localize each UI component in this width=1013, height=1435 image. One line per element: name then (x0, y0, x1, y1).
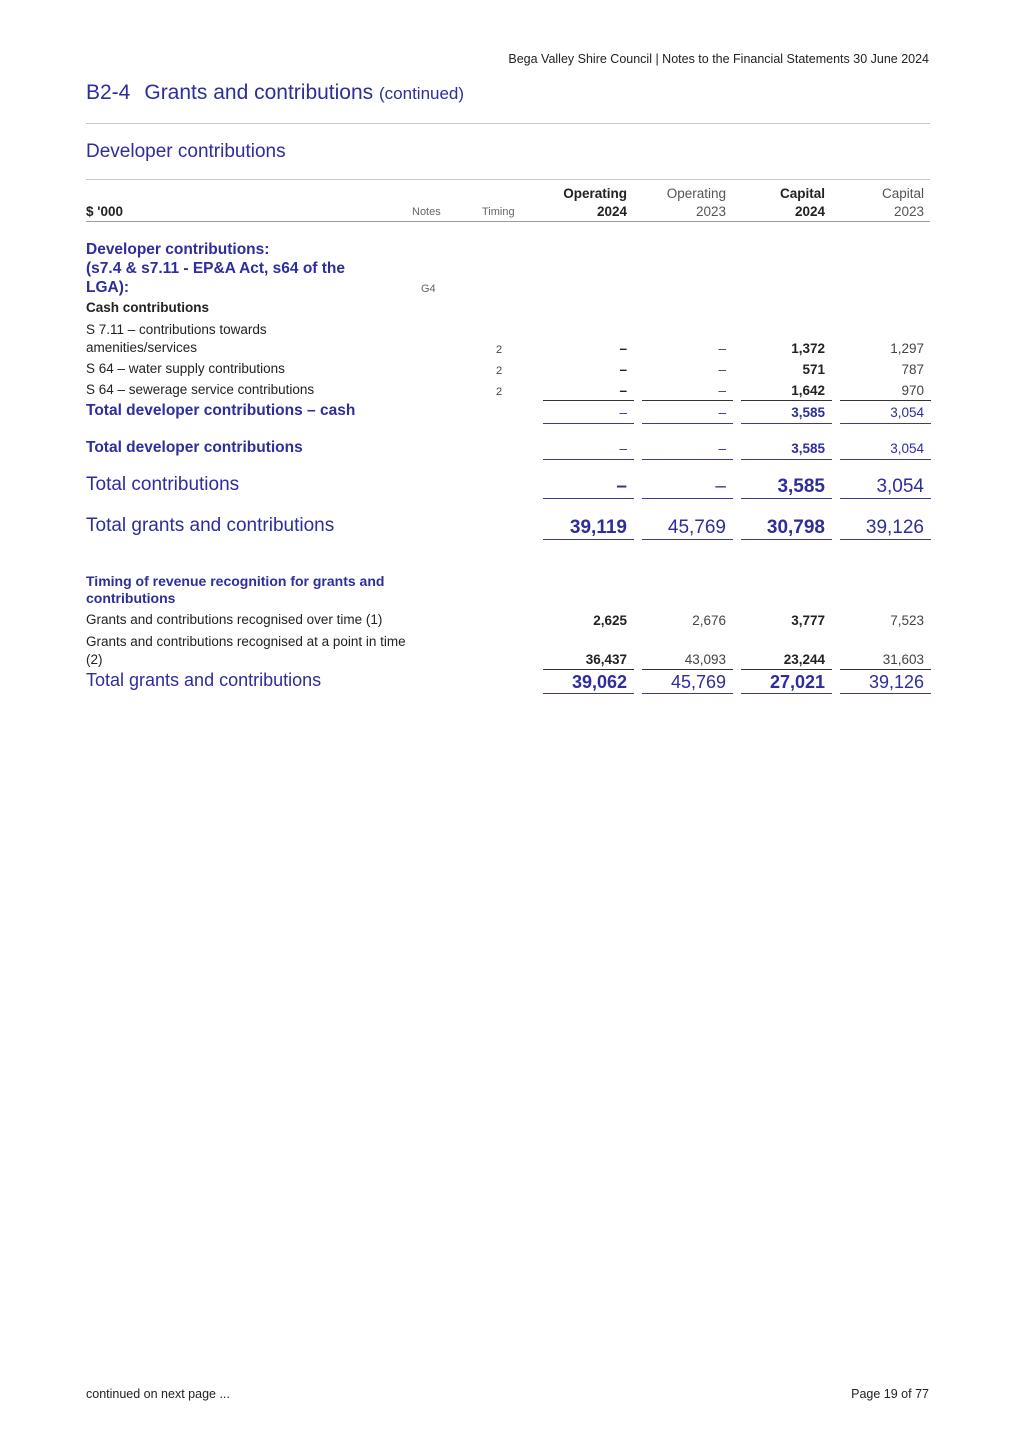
total-contrib-cap2024: 3,585 (777, 476, 825, 497)
row-s711-cap2023: 1,297 (890, 341, 924, 356)
section-rule (86, 123, 930, 124)
timing-point-cap2023: 31,603 (882, 652, 924, 667)
timing-point-op2023: 43,093 (684, 652, 726, 667)
row-label-line1: S 7.11 – contributions towards (86, 322, 267, 337)
col-operating-2023-header (642, 185, 726, 221)
col-header-line2: 2024 (596, 204, 627, 219)
row-sewer-op2023: – (718, 383, 726, 398)
total-line (840, 423, 931, 424)
total-line (642, 693, 733, 694)
row-s711-op2024: – (619, 341, 627, 356)
timing-overtime-op2023: 2,676 (692, 613, 726, 628)
total-line (543, 423, 634, 424)
total-contrib-cap2023: 3,054 (876, 476, 924, 497)
row-sewer-cap2024: 1,642 (791, 383, 825, 398)
total-line (840, 693, 931, 694)
total-cash-cap2024: 3,585 (791, 405, 825, 420)
row-s711-label (86, 321, 267, 357)
total-line (741, 693, 832, 694)
total-line (741, 459, 832, 460)
section-name: Grants and contributions (144, 81, 374, 104)
row-sewer-cap2023: 970 (901, 383, 924, 398)
row-sewer-timing: 2 (496, 386, 503, 398)
col-header-line1: Capital (881, 186, 924, 201)
subtotal-line (642, 400, 733, 401)
subtotal-line (741, 669, 832, 670)
timing-total-label: Total grants and contributions (86, 670, 322, 690)
total-grants-label: Total grants and contributions (86, 515, 335, 536)
total-line (543, 539, 634, 540)
col-capital-2024-header (741, 185, 825, 221)
timing-overtime-label: Grants and contributions recognised over time (1) (86, 612, 383, 627)
total-line (741, 423, 832, 424)
subsection-title: Developer contributions (86, 141, 286, 162)
dev-contrib-heading (86, 240, 345, 297)
row-water-op2023: – (718, 362, 726, 377)
total-dev-label: Total developer contributions (86, 439, 303, 456)
subtotal-line (642, 669, 733, 670)
col-header-line2: 2023 (695, 204, 726, 219)
continued-label: (continued) (379, 84, 465, 103)
row-s711-op2023: – (718, 341, 726, 356)
total-line (642, 539, 733, 540)
cash-contributions-heading: Cash contributions (86, 300, 210, 315)
row-water-timing: 2 (496, 365, 503, 377)
total-line (543, 498, 634, 499)
note-ref: G4 (421, 283, 436, 295)
total-dev-cap2024: 3,585 (791, 441, 825, 456)
total-cash-cap2023: 3,054 (890, 405, 924, 420)
section-title (86, 81, 464, 105)
col-header-line1: Operating (563, 186, 627, 201)
total-grants-cap2023: 39,126 (865, 517, 924, 538)
total-line (840, 498, 931, 499)
footer-continued: continued on next page ... (86, 1387, 230, 1401)
total-grants-op2024: 39,119 (569, 517, 627, 538)
total-line (642, 423, 733, 424)
dev-heading-line1: Developer contributions: (86, 241, 270, 258)
total-cash-op2024: – (619, 405, 627, 420)
total-cash-label: Total developer contributions – cash (86, 402, 356, 419)
timing-overtime-op2024: 2,625 (593, 613, 627, 628)
subtotal-line (543, 400, 634, 401)
total-contrib-op2024: – (616, 476, 627, 497)
subtotal-line (840, 400, 931, 401)
unit-label: $ '000 (86, 204, 123, 219)
total-line (642, 498, 733, 499)
col-header-line2: 2024 (794, 204, 825, 219)
row-s711-timing: 2 (496, 344, 503, 356)
timing-total-cap2023: 39,126 (868, 672, 924, 692)
notes-header: Notes (412, 206, 441, 218)
total-dev-op2023: – (718, 441, 726, 456)
total-cash-op2023: – (718, 405, 726, 420)
row-label-line1: Grants and contributions recognised at a point in time (86, 634, 406, 649)
row-s711-cap2024: 1,372 (791, 341, 825, 356)
subtotal-line (741, 400, 832, 401)
row-water-op2024: – (619, 362, 627, 377)
dev-heading-line2: (s7.4 & s7.11 - EP&A Act, s64 of the (86, 260, 346, 277)
timing-heading-line2: contributions (86, 590, 176, 606)
timing-heading (86, 573, 384, 607)
total-line (642, 459, 733, 460)
total-dev-cap2023: 3,054 (890, 441, 924, 456)
row-water-cap2023: 787 (901, 362, 924, 377)
total-line (543, 693, 634, 694)
dev-heading-line3: LGA): (86, 279, 130, 296)
col-header-line1: Capital (779, 186, 825, 201)
col-header-line1: Operating (666, 186, 726, 201)
row-sewer-op2024: – (619, 383, 627, 398)
timing-point-op2024: 36,437 (585, 652, 627, 667)
footer-page-number: Page 19 of 77 (851, 1387, 929, 1401)
row-label-line2: amenities/services (86, 340, 198, 355)
timing-total-cap2024: 27,021 (769, 672, 825, 692)
total-dev-op2024: – (619, 441, 627, 456)
total-grants-cap2024: 30,798 (766, 517, 825, 538)
total-line (741, 539, 832, 540)
subtotal-line (543, 669, 634, 670)
table-top-rule (86, 179, 930, 180)
col-header-line2: 2023 (893, 204, 924, 219)
total-contrib-op2023: – (715, 476, 726, 497)
row-sewer-label: S 64 – sewerage service contributions (86, 382, 315, 397)
timing-header: Timing (482, 206, 515, 218)
timing-overtime-cap2024: 3,777 (791, 613, 825, 628)
section-code: B2-4 (86, 81, 131, 104)
total-line (543, 459, 634, 460)
timing-point-cap2024: 23,244 (783, 652, 825, 667)
document-header: Bega Valley Shire Council | Notes to the Financial Statements 30 June 2024 (508, 52, 929, 66)
timing-overtime-cap2023: 7,523 (890, 613, 924, 628)
total-contributions-label: Total contributions (86, 474, 240, 495)
timing-total-op2024: 39,062 (571, 672, 627, 692)
total-line (741, 498, 832, 499)
timing-total-op2023: 45,769 (670, 672, 726, 692)
row-water-label: S 64 – water supply contributions (86, 361, 285, 376)
header-rule (86, 221, 930, 222)
timing-pointintime-label (86, 633, 406, 669)
total-line (840, 459, 931, 460)
row-label-line2: (2) (86, 652, 103, 667)
col-operating-2024-header (543, 185, 627, 221)
total-line (840, 539, 931, 540)
timing-heading-line1: Timing of revenue recognition for grants and (86, 573, 385, 589)
total-grants-op2023: 45,769 (667, 517, 726, 538)
row-water-cap2024: 571 (802, 362, 825, 377)
subtotal-line (840, 669, 931, 670)
col-capital-2023-header (840, 185, 924, 221)
